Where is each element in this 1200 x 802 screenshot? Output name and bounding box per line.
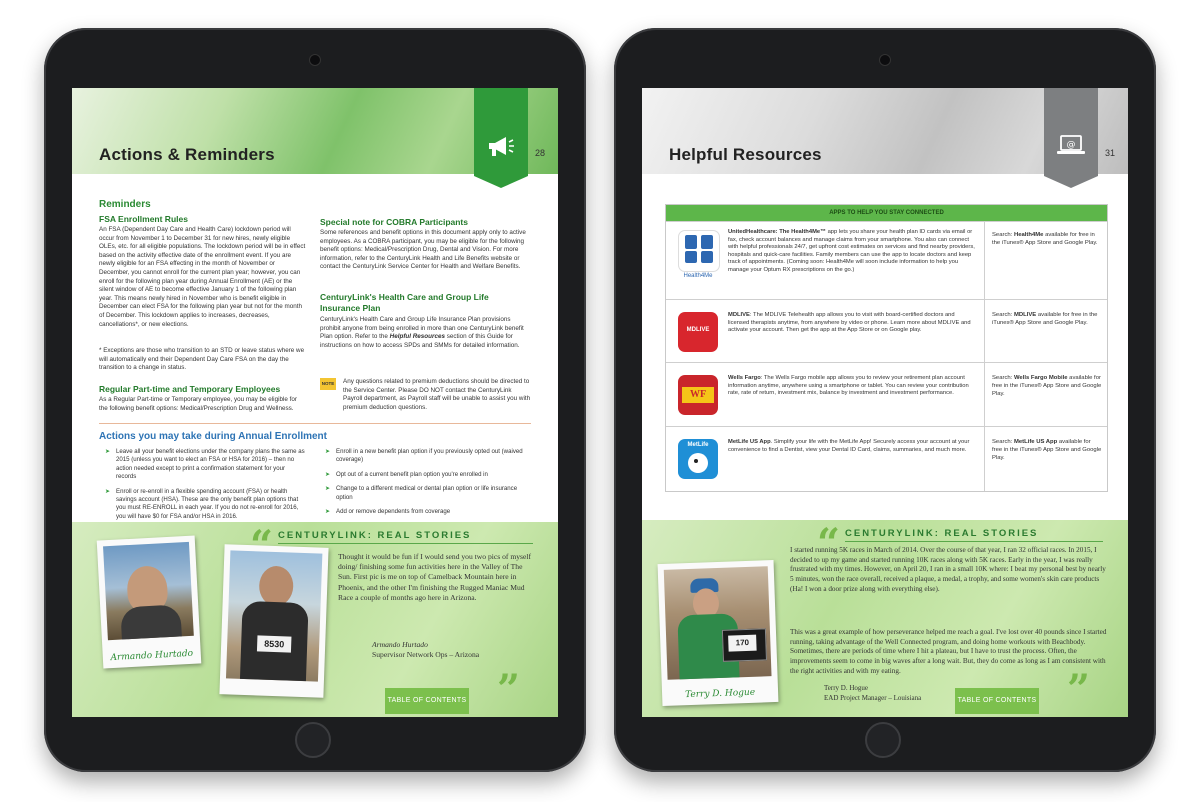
fsa-heading: FSA Enrollment Rules <box>99 214 188 224</box>
insurance-body-text: CenturyLink's Health Care and Group Life Insurance Plan provisions prohibit anyone from being enrolled in more than one CenturyLink benefit Plan option. Refer to the <box>320 316 524 341</box>
search-label: Search: <box>992 439 1013 445</box>
real-stories-panel <box>642 520 1128 717</box>
tablet-left <box>44 28 586 772</box>
search-term: Health4Me <box>1013 232 1044 238</box>
metlife-app-icon <box>678 439 718 479</box>
story-paragraph-2: This was a great example of how perseverance helped me reach a goal. I've lost over 40 pounds since I started running, taking advantage of the Well Connected program, and doing home workouts with Beachbody. Sometimes, there are periods of time where I hit a plateau, but I have to trust the process. Often, the improvements seem to come in big waves after a long wait. But, they do come as long as I am consistent with the right activities and with my eating. <box>790 628 1107 675</box>
table-row <box>666 426 1107 491</box>
helpful-resources-link[interactable]: Helpful Resources <box>389 333 445 341</box>
search-instructions <box>992 375 1102 398</box>
header-tab <box>474 88 528 176</box>
header-tab <box>1044 88 1098 176</box>
page-header <box>72 88 558 174</box>
app-name: MetLife US App <box>728 439 771 445</box>
search-instructions <box>992 439 1102 462</box>
search-label: Search: <box>992 312 1013 318</box>
screen-left <box>72 88 558 717</box>
runner-photo <box>664 566 772 680</box>
app-desc-text: : The MDLIVE Telehealth app allows you to visit with board-certified doctors and licensed therapists anytime, from anywhere by video or phone. Learn more about MDLIVE and activate your account. Then get the app at the App Store or on Google play. <box>728 312 971 334</box>
insurance-heading: CenturyLink's Health Care and Group Life Insurance Plan <box>320 292 489 313</box>
home-button[interactable] <box>295 722 331 758</box>
wells-fargo-app-icon <box>678 375 718 415</box>
app-desc-text: : The Wells Fargo mobile app allows you to review your retirement plan account information anytime, anywhere using a smartphone or tablet. You can review your contribution rate, rate of return, investment mix, balance by investment and investment performance. <box>728 375 969 397</box>
note-icon: NOTE <box>320 378 336 390</box>
fsa-note: * Exceptions are those who transition to an STD or leave status where we will automatically end their Dependent Day Care FSA on the day the transition to a change in status. <box>99 347 305 372</box>
race-bib: 8530 <box>257 635 292 652</box>
tablet-right <box>614 28 1156 772</box>
wf-logo: WF <box>682 387 714 403</box>
search-rest: available for free in the iTunes® App Store and Google Play. <box>992 232 1098 246</box>
story-author: Armando Hurtado <box>372 640 428 649</box>
screen-right <box>642 88 1128 717</box>
search-label: Search: <box>992 232 1013 238</box>
regular-body: As a Regular Part-time or Temporary employee, you may be eligible for the following benefit options: Medical/Prescription Drug and Wellness. <box>99 396 297 412</box>
search-rest: available for free in the iTunes® App Store and Google Play. <box>992 312 1098 326</box>
reminders-heading: Reminders <box>99 199 151 210</box>
column-divider <box>984 363 985 427</box>
page-title: Actions & Reminders <box>99 145 275 164</box>
section-divider <box>99 423 531 424</box>
search-term: MetLife US App <box>1013 439 1058 445</box>
actions-list-1 <box>105 448 305 527</box>
app-name: Wells Fargo <box>728 375 761 381</box>
story-paragraph-1: I started running 5K races in March of 2014. Over the course of that year, I ran 32 official races. In 2015, I decided to up my game and started running 10K races along with 5K races. Early in the year, I was really frustrated with my times. However, on April 20, I ran in a small 10K where: I beat my personal best by nearly 5 minutes, won the race overall, received a plaque, a medal, a trophy, and some women's skin care products (Ha! I won a door prize along with everything else). <box>790 546 1106 593</box>
mdlive-icon-label: MDLIVE <box>686 327 710 333</box>
story-title: CENTURYLINK: REAL STORIES <box>845 528 1039 539</box>
app-description <box>728 375 976 398</box>
laptop-email-icon <box>1056 134 1086 158</box>
actions-heading: Actions you may take during Annual Enrollment <box>99 431 327 442</box>
megaphone-icon <box>486 134 516 158</box>
real-stories-panel <box>72 522 558 717</box>
page-title: Helpful Resources <box>669 145 822 164</box>
cobra-heading: Special note for COBRA Participants <box>320 217 468 227</box>
search-label: Search: <box>992 375 1013 381</box>
open-quote-icon: “ <box>817 520 841 567</box>
table-row <box>666 362 1107 427</box>
metlife-icon-label: MetLife <box>687 442 709 448</box>
app-desc-text: app lets you share your health plan ID cards via email or fax, check account balances and manage claims from your smartphone. You also can connect with helpful professionals 24/7, get upfront cost estimates on services and find nearby providers, hospitals and quick-care facilities. Family members can use the app to locate doctors and keep track of appointments. (Coming soon: Health4Me will soon include information to help you manage your Optum RX prescriptions on the go.) <box>728 229 975 273</box>
list-item: ➤ Enroll in a new benefit plan option if you previously opted out (waived coverage) <box>325 448 525 465</box>
table-of-contents-button[interactable]: TABLE OF CONTENTS <box>385 688 469 714</box>
race-photo <box>226 550 322 681</box>
story-role: Supervisor Network Ops – Arizona <box>372 650 480 659</box>
column-divider <box>984 300 985 363</box>
photo-polaroid-1 <box>97 536 202 669</box>
photo-polaroid <box>658 560 779 706</box>
list-item: ➤ Leave all your benefit elections under the company plans the same as 2015 (unless you want to elect an FSA or HSA for 2016) – then no action needed except to print a confirmation statement for your records <box>105 448 305 482</box>
apps-table-header: APPS TO HELP YOU STAY CONNECTED <box>666 205 1107 221</box>
list-item: ➤ Change to a different medical or dental plan option or life insurance option <box>325 485 525 502</box>
svg-text:@: @ <box>1066 140 1076 150</box>
photo-polaroid-2 <box>219 544 328 698</box>
photo-caption: Armando Hurtado <box>110 648 194 664</box>
search-term: Wells Fargo Mobile <box>1013 375 1068 381</box>
column-divider <box>984 222 985 300</box>
close-quote-icon: ” <box>1067 666 1091 713</box>
race-bib: 170 <box>728 635 757 652</box>
camera-dot <box>309 54 321 66</box>
app-description <box>728 312 976 335</box>
fsa-body: An FSA (Dependent Day Care and Health Care) lockdown period will occur from November 1 to December 31 for new hires, newly eligible OLEs, etc. for all eligible populations. The lockdown period will be in effect based on the activity effective date of the enrollment event. If you are newly eligible for an FSA effecting in the month of November or December, you cannot enroll for the current plan year; however, you can enroll for the following plan year during Annual Enrollment (AE) or the silent window of AE to become effective January 1 of the following plan year. This means newly hired in November who is benefit eligible in December can elect FSA for the following plan year but not for the month of December. This lockdown applies to increases, decreases, cancellations*, or new elections. <box>99 226 306 328</box>
story-author: Terry D. Hogue <box>824 684 869 692</box>
home-button[interactable] <box>865 722 901 758</box>
page-header <box>642 88 1128 174</box>
list-item: ➤ Opt out of a current benefit plan option you're enrolled in <box>325 471 525 479</box>
mdlive-app-icon <box>678 312 718 352</box>
page-number: 31 <box>1105 148 1116 158</box>
search-rest: available for free in the iTunes® App Store and Google Play. <box>992 439 1102 461</box>
mountain-photo <box>103 542 194 640</box>
story-title-rule <box>278 543 533 544</box>
actions-list-2 <box>325 448 525 522</box>
apps-table <box>665 204 1108 492</box>
insurance-body-text-2: section of this Guide for instructions on how to access SPDs and SMMs for detailed information. <box>320 333 520 349</box>
search-term: MDLIVE <box>1013 312 1037 318</box>
insurance-body <box>320 316 530 350</box>
cobra-body: Some references and benefit options in this document apply only to active employees. As a COBRA participant, you may be eligible for the following benefit options: Medical/Prescription Drug, Dental and Vision. For more information, refer to the CenturyLink Health and Life Benefits website or contact the CenturyLink Service Center for Health and Welfare Benefits. <box>320 229 526 271</box>
health4me-app-icon <box>678 230 720 272</box>
camera-dot <box>879 54 891 66</box>
regular-heading: Regular Part-time and Temporary Employees <box>99 384 281 394</box>
close-quote-icon: ” <box>497 666 521 713</box>
page-number: 28 <box>535 148 546 158</box>
column-divider <box>984 427 985 491</box>
photo-caption: Terry D. Hogue <box>684 687 756 701</box>
story-title: CENTURYLINK: REAL STORIES <box>278 530 472 541</box>
health4me-label: Health4Me <box>683 273 713 279</box>
table-row <box>666 221 1107 300</box>
table-row <box>666 299 1107 363</box>
story-role: EAD Project Manager – Louisiana <box>824 694 922 702</box>
app-description <box>728 439 976 454</box>
app-description <box>728 229 976 275</box>
table-of-contents-button[interactable]: TABLE OF CONTENTS <box>955 688 1039 714</box>
app-name: MDLIVE <box>728 312 750 318</box>
app-desc-text: . Simplify your life with the MetLife App! Securely access your account at your convenience to find a Dentist, view your Dental ID Card, claims, summaries, and much more. <box>728 439 970 453</box>
list-item: ➤ Enroll or re-enroll in a flexible spending account (FSA) or health savings account (HSA). These are the only benefit plan options that you must RE-ENROLL in each year. If you do not re-enroll for 2016, you will have $0 for FSA and/or HSA in 2016. <box>105 488 305 522</box>
app-name: UnitedHealthcare: The Health4Me™ <box>728 229 826 235</box>
search-rest: available for free in the iTunes® App Store and Google Play. <box>992 375 1102 397</box>
story-title-rule <box>845 541 1103 542</box>
list-item: ➤ Add or remove dependents from coverage <box>325 508 525 516</box>
search-instructions <box>992 312 1102 328</box>
search-instructions <box>992 232 1102 248</box>
story-text: Thought it would be fun if I would send you two pics of myself doing/ finishing some fun activities here in the Valley of The Sun. First pic is me on top of Camelback Mountain here in Phoenix, and the other I'm finishing the Rugged Maniac Mud Race a couple of months ago here in Arizona. <box>338 552 531 602</box>
note-body: Any questions related to premium deductions should be directed to the Service Center. Please DO NOT contact the CenturyLink Payroll department, as Payroll staff will be unable to assist you with premium deduction questions. <box>343 378 531 411</box>
